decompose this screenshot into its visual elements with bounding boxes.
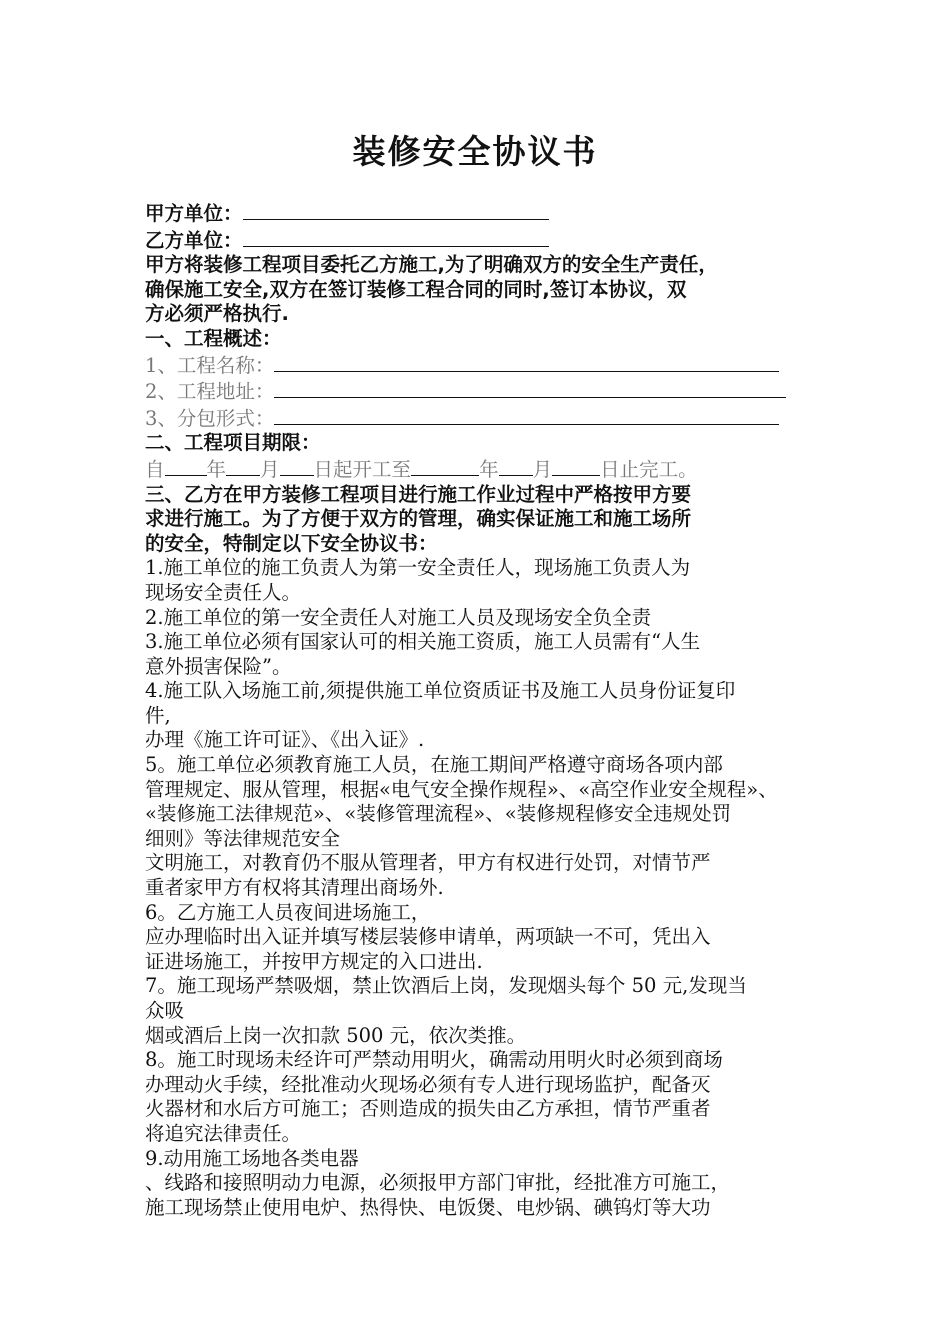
body-line: 重者家甲方有权将其清理出商场外.	[145, 876, 444, 900]
body-line: 4.施工队入场施工前,须提供施工单位资质证书及施工人员身份证复印	[145, 679, 736, 703]
body-line: 意外损害保险”。	[145, 654, 292, 678]
period-text: 日止完工。	[600, 457, 698, 481]
document-title: 装修安全协议书	[352, 132, 598, 171]
body-line: 6。乙方施工人员夜间进场施工，	[145, 900, 431, 924]
body-line: «装修施工法律规范»、«装修管理流程»、«装修规程修安全违规处罚	[145, 802, 732, 826]
intro-line: 方必须严格执行.	[145, 302, 289, 326]
section-3-line: 的安全，特制定以下安全协议书：	[145, 531, 438, 555]
project-name-line	[145, 352, 810, 379]
period-blank	[499, 456, 533, 476]
period-blank	[280, 456, 314, 476]
body-line: 文明施工，对教育仍不服从管理者，甲方有权进行处罚，对情节严	[145, 851, 711, 875]
body-line: 烟或酒后上岗一次扣款 500 元，依次类推。	[145, 1023, 527, 1047]
body-line: 证进场施工，并按甲方规定的入口进出.	[145, 949, 483, 973]
body-line: 细则》等法律规范安全	[145, 826, 341, 850]
document-body	[145, 200, 810, 1220]
period-text: 月	[260, 457, 280, 481]
intro-line: 甲方将装修工程项目委托乙方施工,为了明确双方的安全生产责任，	[145, 253, 718, 277]
party-b-line	[145, 227, 810, 254]
project-name-blank	[274, 352, 779, 372]
body-line: 火器材和水后方可施工；否则造成的损失由乙方承担，情节严重者	[145, 1097, 711, 1121]
period-blank	[411, 456, 479, 476]
section-3-line: 三、乙方在甲方装修工程项目进行施工作业过程中严格按甲方要	[145, 482, 692, 506]
period-text: 年	[206, 457, 227, 481]
body-line: 、线路和接照明动力电源，必须报甲方部门审批，经批准方可施工，	[145, 1171, 731, 1195]
period-blank	[165, 456, 207, 476]
period-text: 月	[532, 457, 553, 481]
period-blank	[552, 456, 600, 476]
project-address-label: 2、工程地址：	[145, 380, 275, 404]
section-1-heading: 一、工程概述：	[145, 326, 282, 350]
body-line: 办理《施工许可证》、《出入证》.	[145, 728, 425, 752]
project-address-line	[145, 378, 810, 405]
party-b-blank	[243, 227, 549, 247]
body-line: 2.施工单位的第一安全责任人对施工人员及现场安全负全责	[145, 605, 652, 629]
party-a-line	[145, 200, 810, 227]
project-name-label: 1、工程名称：	[145, 353, 275, 377]
body-line: 8。施工时现场未经许可严禁动用明火，确需动用明火时必须到商场	[145, 1048, 723, 1072]
party-b-label: 乙方单位：	[145, 228, 243, 252]
section-2-heading: 二、工程项目期限：	[145, 431, 321, 455]
intro-line: 确保施工安全,双方在签订装修工程合同的同时,签订本协议，双	[145, 277, 687, 301]
period-text: 日起开工至	[313, 457, 412, 481]
party-a-label: 甲方单位：	[145, 202, 243, 225]
body-line: 件,	[145, 703, 171, 727]
body-line: 管理规定、服从管理，根据«电气安全操作规程»、«高空作业安全规程»、	[145, 777, 778, 801]
party-a-blank	[243, 200, 549, 220]
section-3-line: 求进行施工。为了方便于双方的管理，确实保证施工和施工场所	[145, 507, 692, 531]
period-blank	[226, 456, 260, 476]
body-line: 5。施工单位必须教育施工人员，在施工期间严格遵守商场各项内部	[145, 753, 723, 777]
body-line: 3.施工单位必须有国家认可的相关施工资质，施工人员需有“人生	[145, 630, 701, 654]
body-line: 办理动火手续，经批准动火现场必须有专人进行现场监护，配备灭	[145, 1072, 711, 1096]
subcontract-form-label: 3、分包形式：	[145, 406, 275, 430]
period-line	[145, 456, 810, 483]
body-line: 施工现场禁止使用电炉、热得快、电饭煲、电炒锅、碘钨灯等大功	[145, 1195, 711, 1219]
project-address-blank	[274, 378, 786, 398]
period-text: 自	[145, 457, 165, 481]
period-text: 年	[479, 457, 499, 481]
body-line: 众吸	[145, 999, 185, 1022]
body-line: 应办理临时出入证并填写楼层装修申请单，两项缺一不可，凭出入	[145, 925, 711, 949]
subcontract-form-blank	[274, 405, 779, 425]
body-line: 将追究法律责任。	[145, 1121, 302, 1145]
body-line: 1.施工单位的施工负责人为第一安全责任人，现场施工负责人为	[145, 556, 691, 580]
subcontract-form-line	[145, 405, 810, 432]
body-line: 7。施工现场严禁吸烟，禁止饮酒后上岗，发现烟头每个 50 元,发现当	[145, 974, 747, 998]
body-line: 9.动用施工场地各类电器	[145, 1146, 359, 1170]
body-line: 现场安全责任人。	[145, 580, 302, 604]
